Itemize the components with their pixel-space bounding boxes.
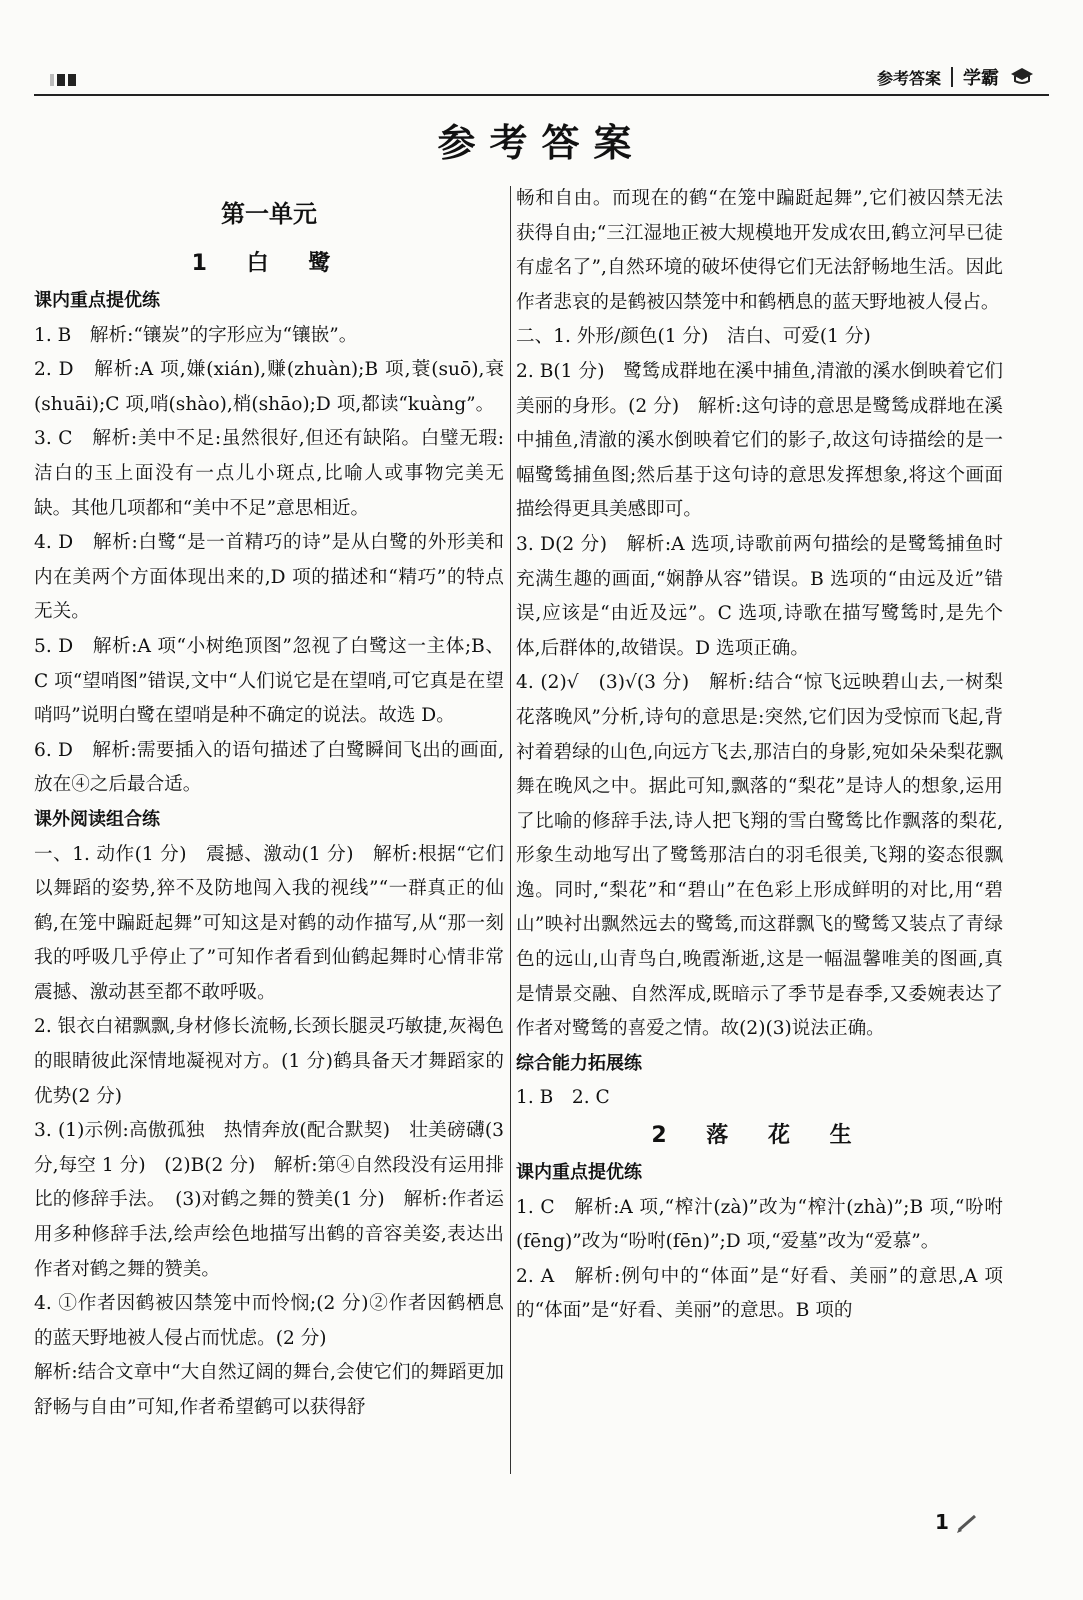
section-heading: 课内重点提优练: [516, 1162, 642, 1184]
section-heading: 综合能力拓展练: [516, 1052, 642, 1074]
answer-item: 畅和自由。而现在的鹤“在笼中蹁跹起舞”,它们被囚禁无法获得自由;“三江湿地正被大规模地开发成农田,鹤立河早已徒有虚名了”,自然环境的破坏使得它们无法舒畅地生活。因此作者悲哀的是鹤被囚禁笼中和鹤栖息的蓝天野地被人侵占。: [516, 188, 1003, 313]
answer-item: 1. B 解析:“镶炭”的字形应为“镶嵌”。: [34, 324, 358, 346]
answer-item: 1. C 解析:A 项,“榨汁(zà)”改为“榨汁(zhà)”;B 项,“吩咐(fēng)”改为“吩咐(fēn)”;D 项,“爱墓”改为“爱慕”。: [516, 1196, 1003, 1253]
answer-item: 3. C 解析:美中不足:虽然很好,但还有缺陷。白璧无瑕:洁白的玉上面没有一点儿小斑点,比喻人或事物完美无缺。其他几项都和“美中不足”意思相近。: [34, 428, 504, 519]
page-header: [34, 64, 1049, 96]
answer-item: 1. B 2. C: [516, 1087, 610, 1109]
answer-item: 4. D 解析:白鹭“是一首精巧的诗”是从白鹭的外形美和内在美两个方面体现出来的,D 项的描述和“精巧”的特点无关。: [34, 532, 504, 623]
answer-item: 6. D 解析:需要插入的语句描述了白鹭瞬间飞出的画面,放在④之后最合适。: [34, 739, 504, 796]
pencil-icon: [955, 1512, 981, 1534]
unit-heading: 第一单元: [221, 200, 317, 228]
answer-item: 5. D 解析:A 项“小树绝顶图”忽视了白鹭这一主体;B、C 项“望哨图”错误,文中“人们说它是在望哨,可它真是在望哨吗”说明白鹭在望哨是种不确定的说法。故选 D。: [34, 635, 504, 727]
answer-item: 2. 银衣白裙飘飘,身材修长流畅,长颈长腿灵巧敏捷,灰褐色的眼睛彼此深情地凝视对方。(1 分)鹤具备天才舞蹈家的优势(2 分): [34, 1016, 504, 1107]
column-divider: [510, 186, 511, 1474]
answer-item: 4. (2)√ (3)√(3 分) 解析:结合“惊飞远映碧山去,一树梨花落晚风”分析,诗句的意思是:突然,它们因为受惊而飞起,背衬着碧绿的山色,向远方飞去,那洁白的身影,宛如朵朵梨花飘舞在晚风之中。据此可知,飘落的“梨花”是诗人的想象,运用了比喻的修辞手法,诗人把飞翔的雪白鹭鸶比作飘落的梨花,形象生动地写出了鹭鸶那洁白的羽毛很美,飞翔的姿态很飘逸。同时,“梨花”和“碧山”在色彩上形成鲜明的对比,用“碧山”映衬出飘然远去的鹭鸶,而这群飘飞的鹭鸶又装点了青绿色的远山,山青鸟白,晚霞渐逝,这是一幅温馨唯美的图画,真是情景交融、自然浑成,既暗示了季节是春季,又委婉表达了作者对鹭鸶的喜爱之情。故(2)(3)说法正确。: [516, 672, 1003, 1040]
answer-item: 二、1. 外形/颜色(1 分) 洁白、可爱(1 分): [516, 326, 871, 348]
answer-item: 3. D(2 分) 解析:A 选项,诗歌前两句描绘的是鹭鸶捕鱼时充满生趣的画面,“娴静从容”错误。B 选项的“由远及近”错误,应该是“由近及远”。C 选项,诗歌在描写鹭鸶时,是先个体,后群体的,故错误。D 选项正确。: [516, 533, 1003, 659]
header-caption: 参考答案: [876, 68, 941, 88]
answer-item: 2. B(1 分) 鹭鸶成群地在溪中捕鱼,清澈的溪水倒映着它们美丽的身形。(2 分) 解析:这句诗的意思是鹭鸶成群地在溪中捕鱼,清澈的溪水倒映着它们的影子,故这句诗描绘的是一幅鹭鸶捕鱼图;然后基于这句诗的意思发挥想象,将这个画面描绘得更具美感即可。: [516, 360, 1003, 521]
right-column: [516, 182, 1003, 1329]
header-brand: [877, 64, 1035, 90]
section-heading: 课内重点提优练: [34, 290, 160, 311]
answer-item: 解析:结合文章中“大自然辽阔的舞台,会使它们的舞蹈更加舒畅与自由”可知,作者希望鹤可以获得舒: [34, 1362, 504, 1418]
brand-name: 学霸: [963, 68, 999, 89]
answer-item: 3. (1)示例:高傲孤独 热情奔放(配合默契) 壮美磅礴(3 分,每空 1 分) (2)B(2 分) 解析:第④自然段没有运用排比的修辞手法。 (3)对鹤之舞的赞美(1 分) 解析:作者运用多种修辞手法,绘声绘色地描写出鹤的音容美姿,表达出作者对鹤之舞的赞美。: [34, 1120, 504, 1280]
left-column: [34, 188, 504, 1426]
answer-item: 一、1. 动作(1 分) 震撼、激动(1 分) 解析:根据“它们以舞蹈的姿势,猝不及防地闯入我的视线”“一群真正的仙鹤,在笼中蹁跹起舞”可知这是对鹤的动作描写,从“那一刻我的呼吸几乎停止了”可知作者看到仙鹤起舞时心情非常震撼、激动甚至都不敢呼吸。: [34, 843, 504, 1003]
graduation-cap-icon: [1009, 66, 1035, 88]
answer-item: 2. D 解析:A 项,嫌(xián),赚(zhuàn);B 项,蓑(suō),衰(shuāi);C 项,哨(shào),梢(shāo);D 项,都读“kuàng”。: [34, 359, 504, 415]
section-heading: 课外阅读组合练: [34, 808, 160, 830]
lesson-heading: 2 落 花 生: [651, 1123, 868, 1149]
header-marks: [50, 74, 76, 86]
answer-item: 2. A 解析:例句中的“体面”是“好看、美丽”的意思,A 项的“体面”是“好看、美丽”的意思。B 项的: [516, 1265, 1003, 1322]
page-title: 参考答案: [437, 121, 646, 165]
lesson-heading: 1 白 鹭: [191, 251, 347, 276]
answer-item: 4. ①作者因鹤被囚禁笼中而怜悯;(2 分)②作者因鹤栖息的蓝天野地被人侵占而忧虑。(2 分): [34, 1293, 504, 1349]
page-number: 1: [935, 1510, 949, 1534]
header-divider: [951, 67, 953, 87]
